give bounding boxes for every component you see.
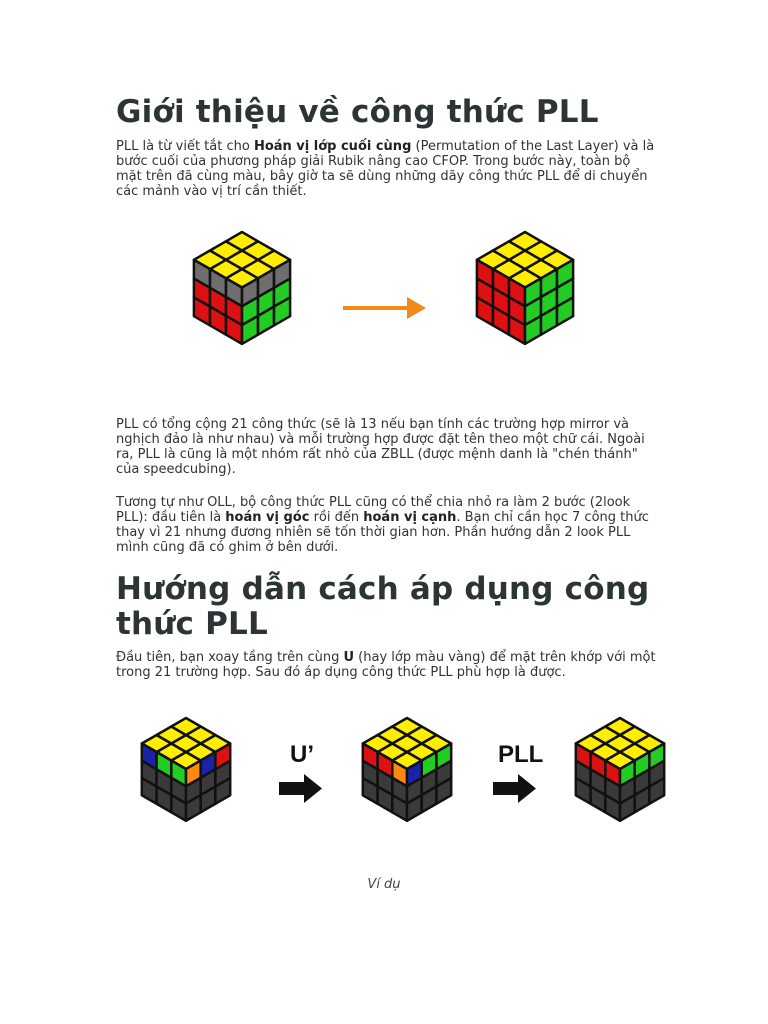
section-heading-intro: Giới thiệu về công thức PLL bbox=[116, 94, 599, 130]
u-prime-label: U’ bbox=[290, 741, 314, 768]
pll-example-figure bbox=[122, 714, 694, 859]
cube-example-after-u bbox=[363, 718, 451, 821]
pll-before-after-figure bbox=[160, 228, 610, 393]
pll-count-paragraph: PLL có tổng cộng 21 công thức (sẽ là 13 nếu bạn tính các trường hợp mirror và nghịch đảo là như nhau) và mỗi trường hợp được đặt tên theo một chữ cái. Ngoài ra, PLL là cũng là một nhóm rất nhỏ của ZBLL (được mệnh danh là "chén thánh" của speedcubing). bbox=[116, 417, 645, 477]
figure-caption: Ví dụ bbox=[367, 877, 401, 892]
bold-term: Hoán vị lớp cuối cùng bbox=[253, 139, 412, 154]
cube-example-start bbox=[142, 718, 230, 821]
black-arrow-icon bbox=[279, 774, 322, 803]
text-span: Tương tự như OLL, bộ công thức PLL cũng có thể chia nhỏ ra làm 2 bước (2look PLL): đầu tiên là bbox=[116, 495, 631, 525]
howto-paragraph bbox=[116, 650, 656, 680]
section-heading-howto: Hướng dẫn cách áp dụng công thức PLL bbox=[116, 571, 650, 642]
pll-label: PLL bbox=[498, 741, 544, 768]
cube-after-pll bbox=[477, 232, 573, 344]
black-arrow-icon bbox=[493, 774, 536, 803]
bold-term: hoán vị góc bbox=[225, 510, 310, 525]
cube-example-solved bbox=[576, 718, 664, 821]
text-span: (Permutation of the Last Layer) và là bước cuối của phương pháp giải Rubik nâng cao CFOP. Trong bước này, toàn bộ mặt trên đã cùng màu, bây giờ ta sẽ dùng những dãy công thức PLL để di chuyển các mảnh vào vị trí cần thiết. bbox=[116, 139, 655, 199]
bold-term: hoán vị cạnh bbox=[363, 510, 457, 525]
two-look-paragraph bbox=[116, 495, 656, 555]
text-span: (hay lớp màu vàng) để mặt trên khớp với một trong 21 trường hợp. Sau đó áp dụng công thức PLL phù hợp là được. bbox=[116, 650, 656, 680]
cube-before-pll bbox=[194, 232, 290, 344]
bold-term: U bbox=[343, 650, 355, 665]
text-span: rồi đến bbox=[309, 510, 364, 525]
intro-paragraph bbox=[116, 139, 656, 199]
text-span: PLL là từ viết tắt cho bbox=[116, 139, 254, 154]
text-span: Đầu tiên, bạn xoay tầng trên cùng bbox=[116, 650, 344, 665]
text-span: . Bạn chỉ cần học 7 công thức thay vì 21 nhưng đương nhiên sẽ tốn thời gian hơn. Phần hướng dẫn 2 look PLL mình cũng đã có ghim ở bên dưới. bbox=[116, 510, 649, 555]
orange-arrow-icon bbox=[343, 297, 426, 319]
